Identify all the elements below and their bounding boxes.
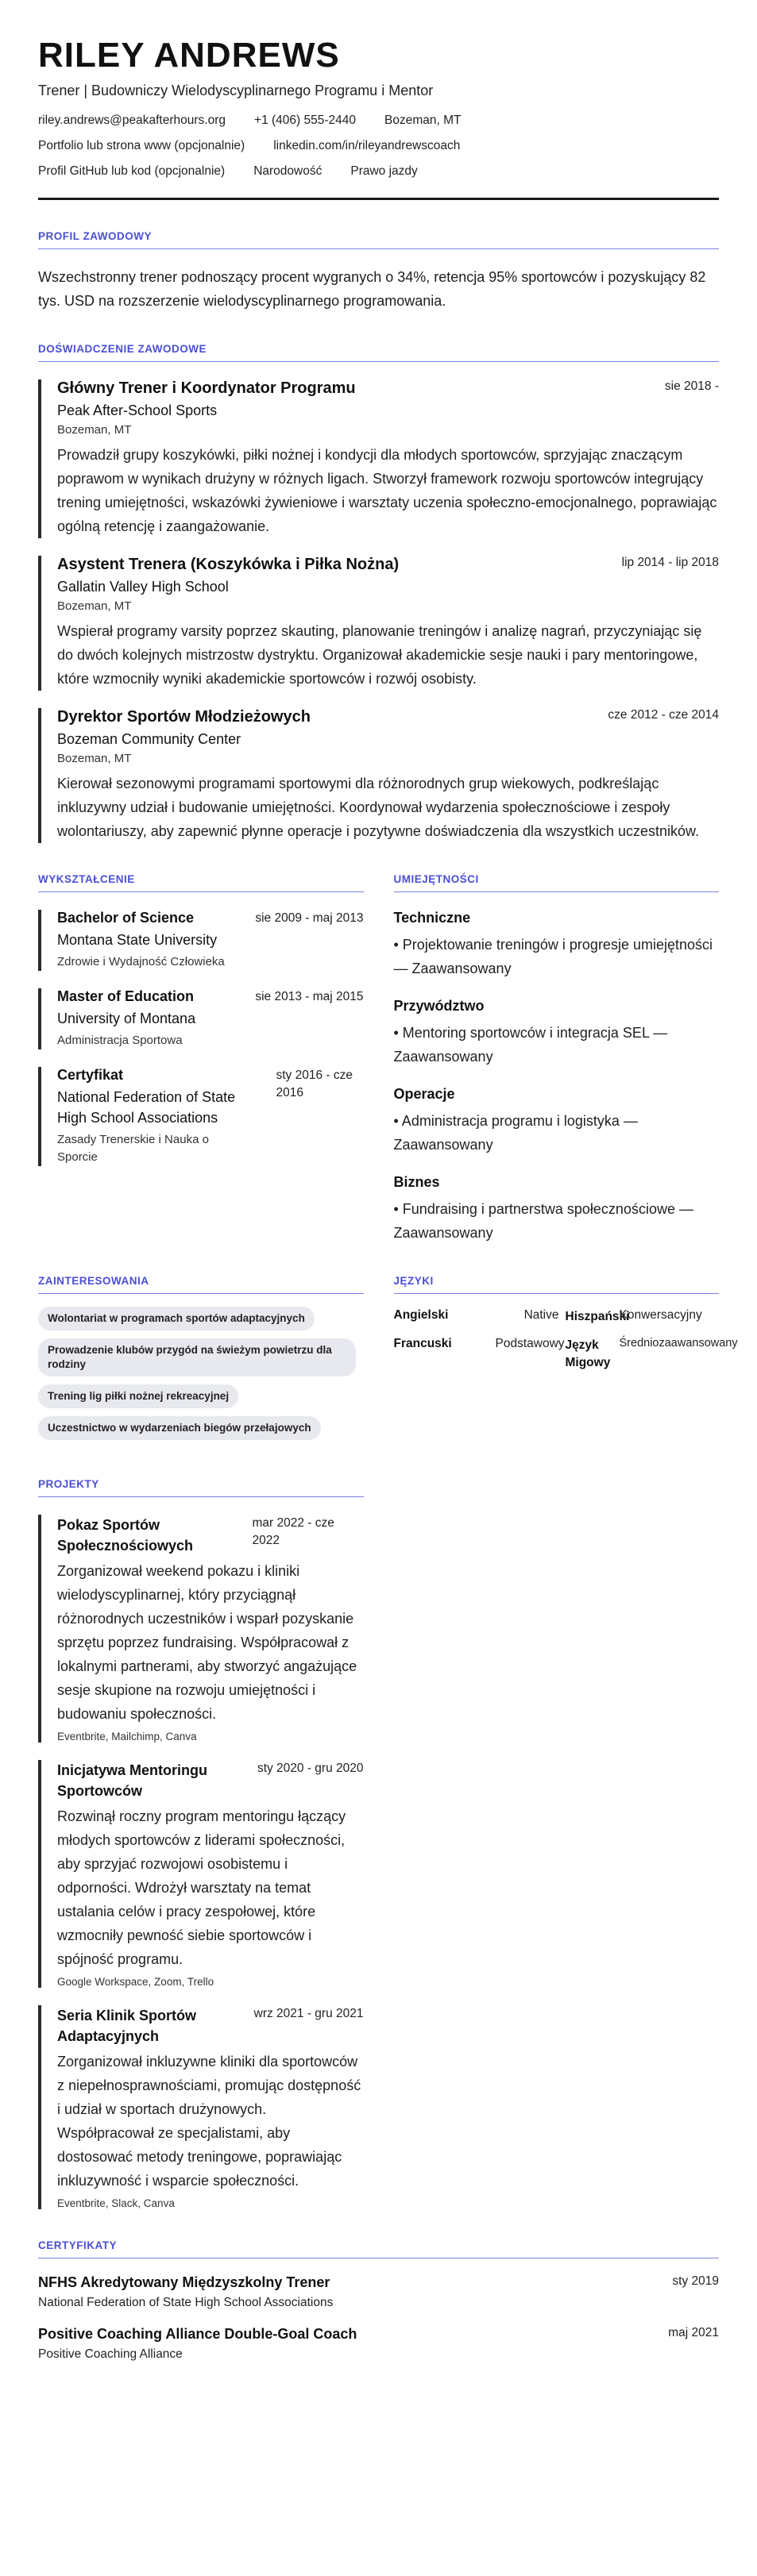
field-of-study: Zdrowie i Wydajność Człowieka bbox=[57, 955, 225, 968]
institution-name: Montana State University bbox=[57, 932, 218, 948]
header-divider bbox=[38, 198, 719, 200]
project-description: Zorganizował weekend pokazu i kliniki wielodyscyplinarnej, który przyciągnął różnorodnych uczestników i wsparł pozyskanie sprzętu poprzez fundraising. Współpracował z lokalnymi partnerami, aby stworzyć angażujące sesje skupione na rozwoju umiejętności i budowaniu społeczności. bbox=[57, 1563, 357, 1722]
language-name: Język Migowy bbox=[565, 1338, 611, 1369]
project-item bbox=[38, 2005, 364, 2209]
interests-column bbox=[38, 1245, 364, 1448]
education-dates: sie 2013 - maj 2015 bbox=[255, 990, 364, 1003]
job-location: Bozeman, MT bbox=[57, 423, 132, 437]
project-item bbox=[38, 1760, 364, 1988]
job-description: Prowadził grupy koszykówki, piłki nożnej i kondycji dla młodych sportowców, sprzyjając znaczącym poprawom w wynikach drużyny w różnych ligach. Stworzył framework rozwoju sportowców integrujący trening umiejętności, wskazówki żywieniowe i warsztaty uczenia społeczno-emocjonalnego, poprawiając ogólną retencję i zaangażowanie. bbox=[57, 447, 717, 534]
experience-item bbox=[38, 708, 719, 843]
degree-name: Certyfikat bbox=[57, 1067, 124, 1083]
job-description: Wspierał programy varsity poprzez skauting, planowanie treningów i analizę nagrań, przyczyniając się do dwóch kolejnych mistrzostw dystryktu. Organizował akademickie sesje nauki i pary mentoringowe, które wzmocniły wyniki akademickie sportowców i rozwój osobisty. bbox=[57, 623, 702, 687]
experience-item bbox=[38, 556, 719, 691]
skill-category: Biznes bbox=[393, 1174, 440, 1190]
experience-list bbox=[38, 379, 719, 843]
projects-spacer bbox=[394, 1448, 720, 2209]
skill-group bbox=[394, 910, 720, 980]
job-dates: lip 2014 - lip 2018 bbox=[621, 556, 719, 569]
interest-chip: Prowadzenie klubów przygód na świeżym powietrzu dla rodziny bbox=[38, 1338, 356, 1377]
employer-name: Bozeman Community Center bbox=[57, 731, 241, 747]
job-title: Główny Trener i Koordynator Programu bbox=[57, 379, 356, 397]
linkedin-link[interactable]: linkedin.com/in/rileyandrewscoach bbox=[273, 139, 461, 152]
location-text: Bozeman, MT bbox=[384, 114, 462, 127]
job-title: Dyrektor Sportów Młodzieżowych bbox=[57, 708, 311, 726]
job-dates: sie 2018 - bbox=[664, 379, 719, 393]
experience-item bbox=[38, 379, 719, 538]
section-title-languages: JĘZYKI bbox=[394, 1275, 720, 1294]
section-title-certifications: CERTYFIKATY bbox=[38, 2239, 719, 2258]
certification-name: NFHS Akredytowany Międzyszkolny Trener bbox=[38, 2274, 330, 2290]
skill-item: • Projektowanie treningów i progresje umiejętności — Zaawansowany bbox=[393, 937, 713, 976]
interest-chip: Wolontariat w programach sportów adaptacyjnych bbox=[38, 1307, 315, 1330]
certification-issuer: National Federation of State High School Associations bbox=[38, 2296, 334, 2309]
project-tools: Eventbrite, Slack, Canva bbox=[57, 2197, 175, 2209]
email-link[interactable]: riley.andrews@peakafterhours.org bbox=[38, 114, 226, 127]
certification-date: sty 2019 bbox=[672, 2274, 719, 2288]
education-item bbox=[38, 1067, 364, 1166]
project-dates: wrz 2021 - gru 2021 bbox=[253, 2007, 364, 2020]
section-title-interests: ZAINTERESOWANIA bbox=[38, 1275, 364, 1294]
project-dates: mar 2022 - cze 2022 bbox=[252, 1516, 334, 1547]
project-description: Zorganizował inkluzywne kliniki dla sportowców z niepełnosprawnościami, promując dostępność i udział w sportach drużynowych. Współpracował ze specjalistami, aby dostosować metody treningowe, poprawiając inkluzywność i wsparcie społeczności. bbox=[57, 2054, 361, 2189]
project-name: Pokaz Sportów Społecznościowych bbox=[57, 1517, 194, 1554]
skill-group bbox=[394, 1174, 720, 1245]
contact-row bbox=[38, 139, 719, 153]
institution-name: National Federation of State High School Associations bbox=[57, 1089, 236, 1126]
field-of-study: Administracja Sportowa bbox=[57, 1034, 183, 1047]
project-name: Inicjatywa Mentoringu Sportowców bbox=[57, 1762, 208, 1799]
job-title: Asystent Trenera (Koszykówka i Piłka Nożna) bbox=[57, 556, 400, 573]
language-level: Native bbox=[523, 1308, 559, 1322]
project-dates: sty 2020 - gru 2020 bbox=[257, 1762, 364, 1775]
degree-name: Master of Education bbox=[57, 988, 195, 1004]
certification-item bbox=[38, 2326, 719, 2362]
education-column bbox=[38, 843, 364, 1245]
certification-issuer: Positive Coaching Alliance bbox=[38, 2347, 183, 2361]
skills-column bbox=[394, 843, 720, 1245]
certification-item bbox=[38, 2274, 719, 2310]
resume-header bbox=[38, 35, 719, 200]
language-name: Francuski bbox=[393, 1337, 452, 1350]
section-title-experience: DOŚWIADCZENIE ZAWODOWE bbox=[38, 343, 719, 362]
education-item bbox=[38, 910, 364, 971]
skill-item: • Administracja programu i logistyka — Zaawansowany bbox=[393, 1113, 638, 1153]
contact-row bbox=[38, 164, 719, 179]
education-dates: sty 2016 - cze 2016 bbox=[276, 1069, 353, 1099]
language-level: Średniozaawansowany bbox=[619, 1337, 738, 1350]
employer-name: Gallatin Valley High School bbox=[57, 579, 229, 595]
job-location: Bozeman, MT bbox=[57, 599, 132, 613]
education-dates: sie 2009 - maj 2013 bbox=[255, 911, 364, 925]
contact-row bbox=[38, 114, 719, 128]
portfolio-link[interactable]: Portfolio lub strona www (opcjonalnie) bbox=[38, 139, 245, 152]
candidate-tagline: Trener | Budowniczy Wielodyscyplinarnego Programu i Mentor bbox=[38, 83, 434, 98]
driving-license-text: Prawo jazdy bbox=[350, 164, 418, 178]
section-title-skills: UMIEJĘTNOŚCI bbox=[394, 873, 720, 892]
interests-list bbox=[38, 1307, 364, 1448]
interests-languages-row bbox=[38, 1245, 738, 1448]
skill-category: Operacje bbox=[393, 1086, 455, 1102]
github-link[interactable]: Profil GitHub lub kod (opcjonalnie) bbox=[38, 164, 226, 178]
job-description: Kierował sezonowymi programami sportowymi dla różnorodnych grup wiekowych, podkreślając inkluzywny udział i budowanie umiejętności. Koordynował wydarzenia społecznościowe i zespoły wolontariuszy, aby zapewnić płynne operacje i pozytywne doświadczenia dla wszystkich uczestników. bbox=[57, 776, 700, 839]
languages-list bbox=[393, 1308, 738, 1372]
profile-summary: Wszechstronny trener podnoszący procent wygranych o 34%, retencja 95% sportowców i pozyskujący 82 tys. USD na rozszerzenie wielodyscyplinarnego programowania. bbox=[38, 269, 706, 309]
job-dates: cze 2012 - cze 2014 bbox=[608, 708, 719, 722]
institution-name: University of Montana bbox=[57, 1011, 196, 1026]
certification-name: Positive Coaching Alliance Double-Goal Coach bbox=[38, 2326, 357, 2342]
skill-group bbox=[394, 1086, 720, 1157]
projects-row bbox=[38, 1448, 719, 2209]
skill-group bbox=[394, 998, 720, 1069]
section-title-profile: PROFIL ZAWODOWY bbox=[38, 230, 719, 249]
project-description: Rozwinął roczny program mentoringu łączący młodych sportowców z liderami społeczności, aby sprzyjać rozwojowi osobistemu i odporności. Wdrożył warsztaty na temat ustalania celów i pracy zespołowej, które wzmocniły pewność siebie sportowców i spójność programu. bbox=[57, 1808, 346, 1967]
project-tools: Eventbrite, Mailchimp, Canva bbox=[57, 1731, 197, 1742]
skill-category: Techniczne bbox=[393, 910, 471, 926]
interest-chip: Uczestnictwo w wydarzeniach biegów przełajowych bbox=[38, 1416, 321, 1440]
project-name: Seria Klinik Sportów Adaptacyjnych bbox=[57, 2008, 197, 2044]
language-name: Hiszpański bbox=[565, 1310, 630, 1323]
languages-column bbox=[393, 1245, 738, 1448]
certifications-list bbox=[38, 2274, 719, 2362]
section-title-education: WYKSZTAŁCENIE bbox=[38, 873, 364, 892]
degree-name: Bachelor of Science bbox=[57, 910, 195, 926]
skill-item: • Mentoring sportowców i integracja SEL — Zaawansowany bbox=[393, 1025, 668, 1065]
field-of-study: Zasady Trenerskie i Nauka o Sporcie bbox=[57, 1133, 209, 1164]
interest-chip: Trening lig piłki nożnej rekreacyjnej bbox=[38, 1384, 238, 1408]
project-tools: Google Workspace, Zoom, Trello bbox=[57, 1976, 214, 1988]
education-item bbox=[38, 988, 364, 1049]
language-name: Angielski bbox=[393, 1308, 449, 1322]
education-skills-row bbox=[38, 843, 719, 1245]
project-item bbox=[38, 1515, 364, 1742]
section-title-projects: PROJEKTY bbox=[38, 1478, 364, 1497]
language-level: Konwersacyjny bbox=[619, 1308, 702, 1322]
certification-date: maj 2021 bbox=[668, 2326, 719, 2339]
skill-category: Przywództwo bbox=[393, 998, 485, 1014]
skill-item: • Fundraising i partnerstwa społecznościowe — Zaawansowany bbox=[393, 1201, 693, 1241]
contact-block bbox=[38, 114, 719, 179]
employer-name: Peak After-School Sports bbox=[57, 402, 218, 418]
language-level: Podstawowy bbox=[495, 1337, 565, 1350]
phone-text: +1 (406) 555-2440 bbox=[254, 114, 356, 127]
nationality-text: Narodowość bbox=[253, 164, 322, 178]
job-location: Bozeman, MT bbox=[57, 752, 132, 765]
projects-column bbox=[38, 1448, 364, 2209]
candidate-name: RILEY ANDREWS bbox=[38, 36, 340, 75]
